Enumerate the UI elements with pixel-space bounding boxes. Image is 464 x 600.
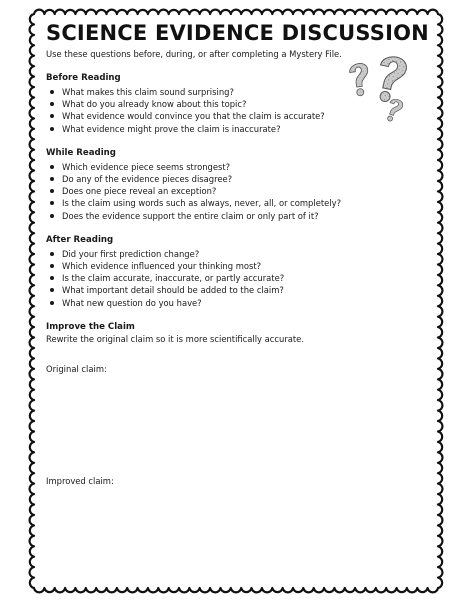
bullet-icon — [50, 165, 54, 169]
section-heading: Improve the Claim — [46, 321, 135, 332]
list-item: What new question do you have? — [46, 297, 426, 309]
section-improve-claim — [46, 322, 426, 345]
section-heading: After Reading — [46, 234, 114, 245]
bullet-icon — [50, 264, 54, 268]
list-item: Do any of the evidence pieces disagree? — [46, 173, 426, 185]
section-while-reading — [46, 148, 426, 222]
list-item: What important detail should be added to the claim? — [46, 284, 426, 296]
list-item: What evidence might prove the claim is inaccurate? — [46, 123, 426, 135]
bullet-icon — [50, 90, 54, 94]
bullet-icon — [50, 127, 54, 131]
list-item: Is the claim using words such as always, never, all, or completely? — [46, 197, 426, 209]
bullet-icon — [50, 102, 54, 106]
bullet-icon — [50, 301, 54, 305]
list-item: What makes this claim sound surprising? — [46, 86, 426, 98]
improved-claim-label: Improved claim: — [46, 476, 114, 486]
worksheet-content — [46, 20, 429, 345]
bullet-icon — [50, 214, 54, 218]
section-after-reading — [46, 235, 426, 309]
bullet-icon — [50, 276, 54, 280]
intro-text: Use these questions before, during, or after completing a Mystery File. — [46, 49, 342, 59]
bullet-icon — [50, 201, 54, 205]
original-claim-label: Original claim: — [46, 364, 107, 374]
page-title: SCIENCE EVIDENCE DISCUSSION — [46, 21, 429, 45]
list-item: Which evidence influenced your thinking most? — [46, 260, 426, 272]
list-item: What do you already know about this topic? — [46, 98, 426, 110]
improve-instructions: Rewrite the original claim so it is more scientifically accurate. — [46, 333, 305, 344]
list-item: Did your first prediction change? — [46, 248, 426, 260]
list-item: Is the claim accurate, inaccurate, or partly accurate? — [46, 272, 426, 284]
bullet-icon — [50, 189, 54, 193]
bullet-icon — [50, 252, 54, 256]
list-item: Does one piece reveal an exception? — [46, 185, 426, 197]
bullet-icon — [50, 177, 54, 181]
section-heading: While Reading — [46, 147, 116, 158]
section-before-reading — [46, 73, 426, 135]
bullet-icon — [50, 114, 54, 118]
section-heading: Before Reading — [46, 73, 121, 83]
list-item: What evidence would convince you that the claim is accurate? — [46, 110, 426, 122]
bullet-icon — [50, 288, 54, 292]
list-item: Does the evidence support the entire claim or only part of it? — [46, 210, 426, 222]
list-item: Which evidence piece seems strongest? — [46, 161, 426, 173]
